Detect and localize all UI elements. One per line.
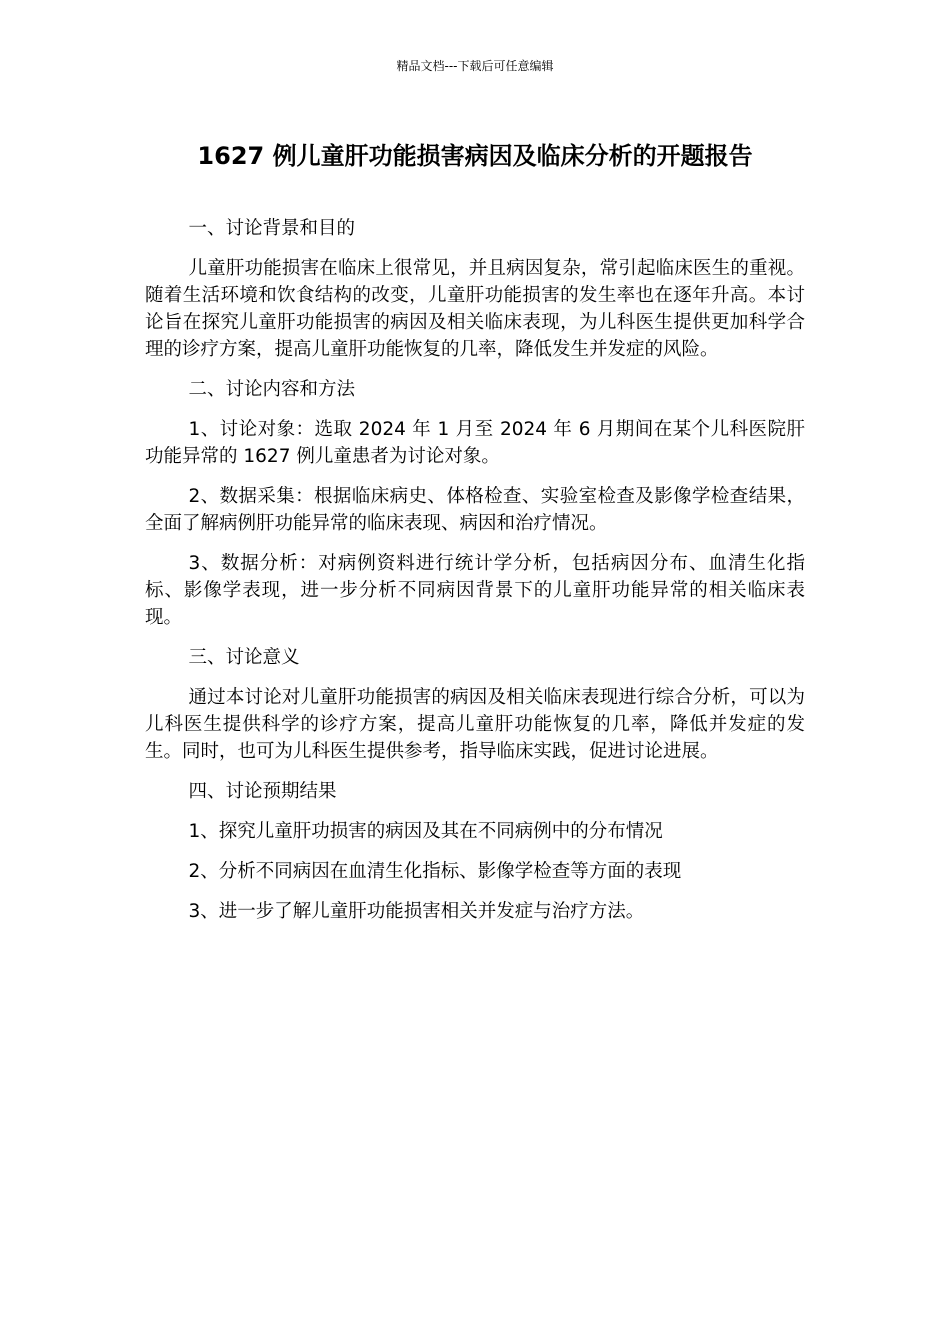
section-background xyxy=(145,215,805,363)
body-paragraph: 通过本讨论对儿童肝功能损害的病因及相关临床表现进行综合分析，可以为儿科医生提供科学的诊疗方案，提高儿童肝功能恢复的几率，降低并发症的发生。同时，也可为儿科医生提供参考，指导临床实践，促进讨论进展。 xyxy=(145,687,805,762)
document-title: 1627 例儿童肝功能损害病因及临床分析的开题报告 xyxy=(197,142,753,170)
body-paragraph: 2、数据采集：根据临床病史、体格检查、实验室检查及影像学检查结果，全面了解病例肝功能异常的临床表现、病因和治疗情况。 xyxy=(145,486,805,534)
section-heading: 四、讨论预期结果 xyxy=(188,781,337,802)
list-item: 2、分析不同病因在血清生化指标、影像学检查等方面的表现 xyxy=(188,861,682,882)
section-heading: 三、讨论意义 xyxy=(188,647,300,668)
body-paragraph: 3、数据分析：对病例资料进行统计学分析，包括病因分布、血清生化指标、影像学表现，进一步分析不同病因背景下的儿童肝功能异常的相关临床表现。 xyxy=(145,553,805,628)
section-expected-results xyxy=(145,778,805,925)
section-content-methods xyxy=(145,376,805,631)
section-heading: 二、讨论内容和方法 xyxy=(188,379,355,400)
list-item: 3、进一步了解儿童肝功能损害相关并发症与治疗方法。 xyxy=(188,901,645,922)
list-item: 1、探究儿童肝功损害的病因及其在不同病例中的分布情况 xyxy=(188,821,663,842)
section-heading: 一、讨论背景和目的 xyxy=(188,218,355,239)
body-paragraph: 1、讨论对象：选取 2024 年 1 月至 2024 年 6 月期间在某个儿科医院肝功能异常的 1627 例儿童患者为讨论对象。 xyxy=(145,419,805,467)
body-paragraph: 儿童肝功能损害在临床上很常见，并且病因复杂，常引起临床医生的重视。随着生活环境和饮食结构的改变，儿童肝功能损害的发生率也在逐年升高。本讨论旨在探究儿童肝功能损害的病因及相关临床表现，为儿科医生提供更加科学合理的诊疗方案，提高儿童肝功能恢复的几率，降低发生并发症的风险。 xyxy=(145,258,805,360)
document-body xyxy=(145,215,805,938)
section-significance xyxy=(145,644,805,765)
header-note: 精品文档---下载后可任意编辑 xyxy=(396,59,554,73)
